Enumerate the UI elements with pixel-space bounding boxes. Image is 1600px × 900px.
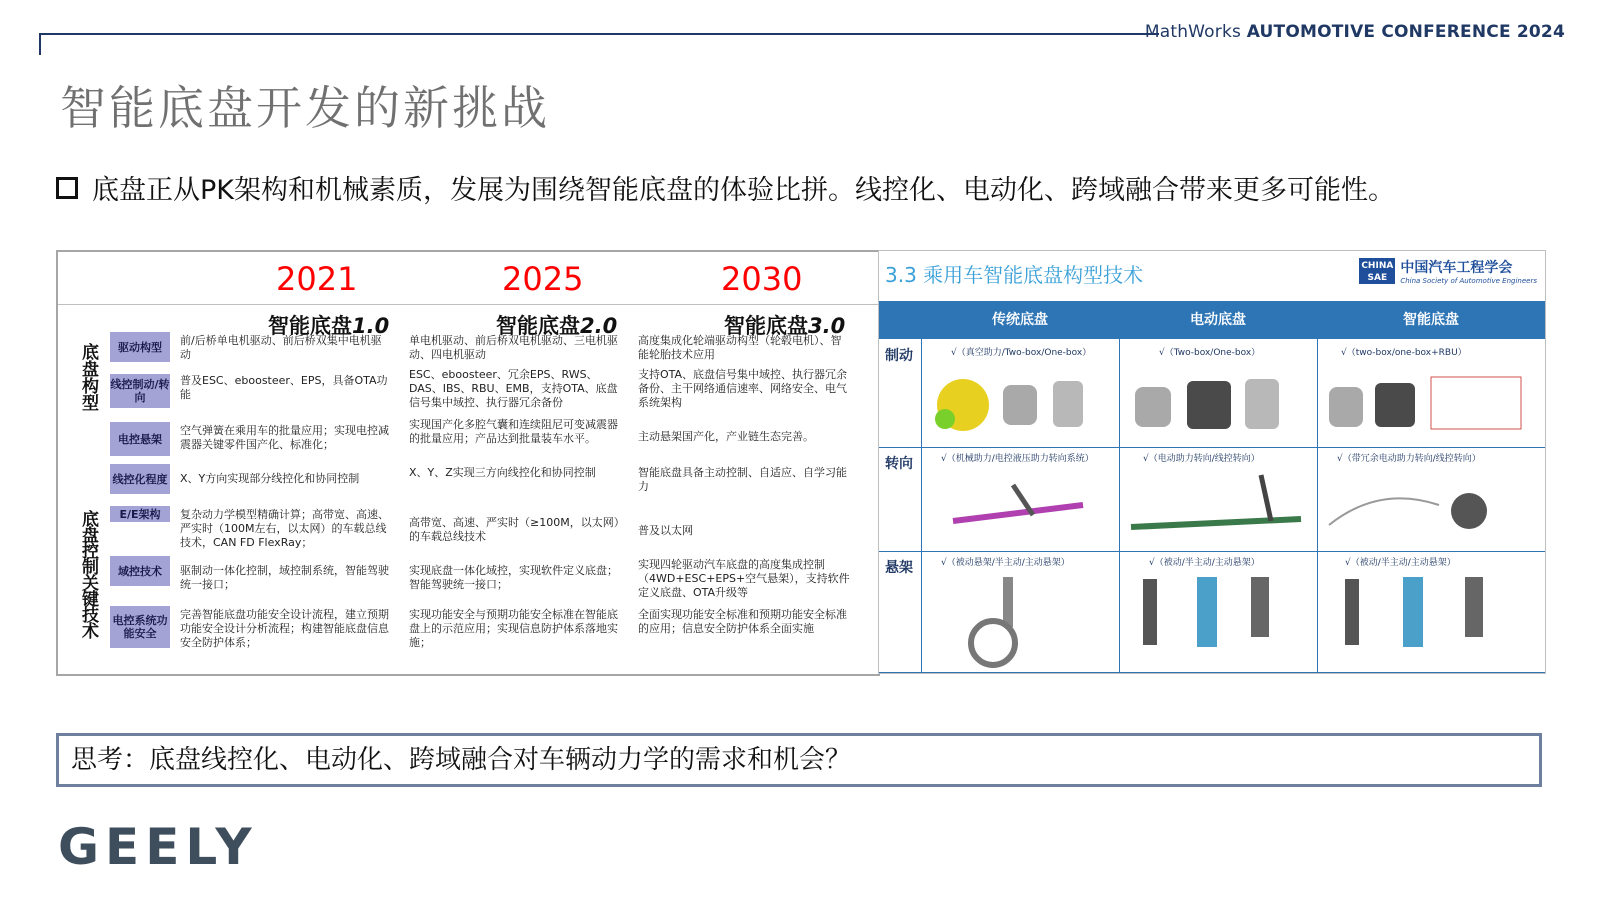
cell-suspension-2030: 主动悬架国产化，产业链生态完善。 [638, 430, 814, 443]
csae-name-en: China Society of Automotive Engineers [1400, 277, 1537, 285]
year-2025: 2025 [502, 260, 584, 298]
row-label-ee-arch: E/E架构 [110, 506, 170, 522]
year-separator [58, 304, 878, 305]
steering-electric-image [1121, 465, 1315, 549]
header-tick [39, 33, 41, 55]
cell-by-wire-2025: ESC、eboosteer、冗余EPS、RWS、DAS、IBS、RBU、EMB，支持OTA、底盘信号集中域控、执行器冗余备份 [409, 368, 618, 409]
brake-electric-image [1121, 359, 1315, 445]
grid-line [921, 301, 922, 673]
brake-traditional-image [923, 359, 1117, 445]
row-label-by-wire: 线控制动/转向 [110, 374, 170, 408]
cell-ee-arch-2025: 高带宽、高速、严实时（≥100M，以太网）的车载总线技术 [409, 516, 620, 543]
caption-suspension-traditional: √（被动悬架/半主动/主动悬架） [941, 558, 1070, 568]
caption-suspension-electric: √（被动/半主动/主动悬架） [1149, 558, 1260, 568]
header-rule [39, 33, 1159, 35]
col-traditional: 传统底盘 [992, 312, 1048, 328]
cell-by-wire-2030: 支持OTA、底盘信号集中域控、执行器冗余备份、主干网络通信速率、网络安全、电气系统架构 [638, 368, 848, 409]
question-box: 思考：底盘线控化、电动化、跨域融合对车辆动力学的需求和机会？ [56, 733, 1542, 787]
conference-prefix: MathWorks [1144, 22, 1242, 42]
row-label-domain: 域控技术 [110, 556, 170, 586]
suspension-traditional-image [923, 569, 1117, 671]
steering-traditional-image [923, 465, 1117, 549]
cell-ee-arch-2021: 复杂动力学模型精确计算；高带宽、高速、严实时（100M左右，以太网）的车载总线技术，CAN FD FlexRay； [180, 508, 389, 549]
caption-steering-electric: √（电动助力转向/线控转向） [1143, 454, 1260, 464]
cell-drive-2025: 单电机驱动、前后桥双电机驱动、三电机驱动、四电机驱动 [409, 334, 618, 361]
grid-line [879, 447, 1545, 448]
csae-name: 中国汽车工程学会 [1400, 260, 1513, 276]
generation-3: 智能底盘3.0 [724, 314, 846, 338]
row-suspension: 悬架 [885, 560, 913, 576]
generation-2: 智能底盘2.0 [496, 314, 618, 338]
cell-domain-2030: 实现四轮驱动汽车底盘的高度集成控制（4WD+ESC+EPS+空气悬架），支持软件定义底盘、OTA升级等 [638, 558, 850, 599]
caption-brake-traditional: √（真空助力/Two-box/One-box） [951, 348, 1092, 358]
cell-wire-degree-2021: X、Y方向实现部分线控化和协同控制 [180, 472, 360, 485]
cell-suspension-2025: 实现国产化多腔气囊和连续阻尼可变减震器的批量应用；产品达到批量装车水平。 [409, 418, 618, 445]
cell-safety-2025: 实现功能安全与预期功能安全标准在智能底盘上的示范应用；实现信息防护体系落地实施； [409, 608, 618, 649]
slide-title: 智能底盘开发的新挑战 [60, 81, 550, 135]
grid-line [879, 672, 1545, 673]
row-label-suspension: 电控悬架 [110, 422, 170, 456]
csae-badge: CHINA SAE [1359, 258, 1395, 284]
suspension-electric-image [1121, 569, 1315, 671]
caption-steering-traditional: √（机械助力/电控液压助力转向系统） [941, 454, 1094, 464]
cell-safety-2030: 全面实现功能安全标准和预期功能安全标准的应用；信息安全防护体系全面实施 [638, 608, 847, 635]
cell-by-wire-2021: 普及ESC、eboosteer、EPS，具备OTA功能 [180, 374, 388, 401]
col-electric: 电动底盘 [1190, 312, 1246, 328]
csae-logo [1359, 257, 1537, 285]
chassis-config-panel [878, 250, 1546, 674]
grid-line [1317, 301, 1318, 673]
bullet-point [56, 168, 1395, 207]
panel-title: 3.3 乘用车智能底盘构型技术 [885, 263, 1144, 287]
row-label-wire-degree: 线控化程度 [110, 464, 170, 494]
caption-steering-intelligent: √（带冗余电动助力转向/线控转向） [1337, 454, 1481, 464]
year-2030: 2030 [721, 260, 803, 298]
cell-wire-degree-2025: X、Y、Z实现三方向线控化和协同控制 [409, 466, 596, 479]
square-bullet-icon [56, 177, 78, 199]
conference-name: AUTOMOTIVE CONFERENCE 2024 [1246, 22, 1565, 42]
suspension-intelligent-image [1319, 569, 1543, 671]
generation-1: 智能底盘1.0 [268, 314, 390, 338]
cell-drive-2030: 高度集成化轮端驱动构型（轮毂电机）、智能轮胎技术应用 [638, 334, 842, 361]
row-label-drive: 驱动构型 [110, 332, 170, 362]
panel-table-header [879, 301, 1545, 339]
grid-line [1119, 301, 1120, 673]
conference-label [1145, 22, 1565, 42]
cell-domain-2025: 实现底盘一体化域控，实现软件定义底盘；智能驾驶统一接口； [409, 564, 618, 591]
row-label-safety: 电控系统功能安全 [110, 606, 170, 648]
col-intelligent: 智能底盘 [1403, 312, 1459, 328]
caption-brake-intelligent: √（two-box/one-box+RBU） [1341, 348, 1467, 358]
steering-intelligent-image [1319, 465, 1543, 549]
cell-drive-2021: 前/后桥单电机驱动、前后桥双集中电机驱动 [180, 334, 382, 361]
year-2021: 2021 [276, 260, 358, 298]
caption-brake-electric: √（Two-box/One-box） [1159, 348, 1261, 358]
row-steering: 转向 [885, 456, 913, 472]
geely-logo: GEELY [58, 818, 258, 876]
category-chassis-control: 底盘控制关键技术 [78, 510, 98, 638]
category-chassis-config: 底盘构型 [78, 343, 98, 411]
cell-suspension-2021: 空气弹簧在乘用车的批量应用；实现电控减震器关键零件国产化、标准化； [180, 424, 389, 451]
brake-intelligent-image [1319, 359, 1543, 445]
row-brake: 制动 [885, 348, 913, 364]
roadmap-panel [56, 250, 880, 676]
cell-safety-2021: 完善智能底盘功能安全设计流程，建立预期功能安全设计分析流程；构建智能底盘信息安全防护体系； [180, 608, 389, 649]
cell-ee-arch-2030: 普及以太网 [638, 524, 693, 537]
cell-domain-2021: 驱制动一体化控制，域控制系统，智能驾驶统一接口； [180, 564, 389, 591]
cell-wire-degree-2030: 智能底盘具备主动控制、自适应、自学习能力 [638, 466, 847, 493]
grid-line [879, 551, 1545, 552]
bullet-text: 底盘正从PK架构和机械素质，发展为围绕智能底盘的体验比拼。线控化、电动化、跨域融合带来更多可能性。 [92, 175, 1395, 206]
caption-suspension-intelligent: √（被动/半主动/主动悬架） [1345, 558, 1456, 568]
